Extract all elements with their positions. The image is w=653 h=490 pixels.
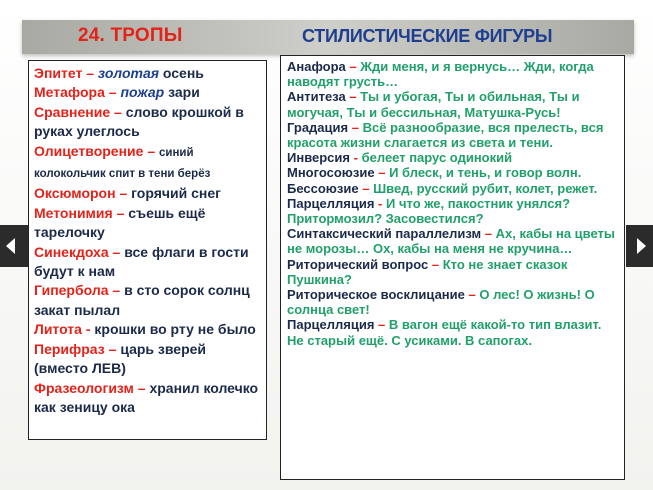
trope-example-emphasis: пожар	[120, 84, 165, 101]
figure-item	[287, 165, 618, 180]
trope-example: осень	[159, 65, 204, 81]
trope-dash: –	[119, 185, 128, 202]
figure-example: О лес! О жизнь! О солнца свет!	[287, 287, 595, 318]
figure-term: Риторическое восклицание	[287, 287, 465, 303]
figure-dash: –	[468, 287, 476, 303]
trope-example: хранил колечко как зеницу ока	[34, 379, 259, 415]
trope-item	[34, 243, 262, 282]
trope-term: Метонимия	[34, 204, 113, 221]
figure-item	[287, 287, 618, 317]
figure-dash: –	[362, 180, 370, 196]
figure-example: В вагон ещё какой-то тип влазит. Не старый ещё. С усиками. В сапогах.	[287, 317, 602, 348]
figure-term: Риторический вопрос	[287, 256, 429, 272]
trope-dash: –	[114, 103, 122, 120]
figure-item	[287, 226, 618, 256]
trope-item	[34, 281, 262, 320]
figures-panel	[280, 55, 625, 480]
prev-slide-icon[interactable]	[6, 238, 15, 254]
trope-dash: –	[108, 340, 117, 357]
figure-example: Всё разнообразие, вся прелесть, вся красота жизни слагается из света и тени.	[287, 119, 604, 151]
figure-term: Синтаксический параллелизм	[287, 226, 482, 242]
trope-example: зари	[164, 84, 200, 101]
figure-example: Ах, кабы на цветы не морозы… Ох, кабы на меня не кручина…	[287, 226, 615, 257]
trope-dash: –	[147, 142, 156, 159]
figure-term: Градация	[287, 119, 349, 135]
trope-example: синий колокольчик спит в тени берёз	[34, 146, 211, 181]
figure-item	[287, 59, 618, 89]
tropes-panel	[28, 60, 267, 440]
figure-example: И что же, пакостник унялся? Притормозил? Засовестился?	[287, 195, 571, 227]
figure-dash: -	[353, 150, 358, 166]
figure-term: Инверсия	[287, 150, 350, 166]
figure-item	[287, 196, 618, 226]
trope-example: горячий снег	[131, 185, 221, 202]
figure-dash: –	[378, 165, 386, 181]
trope-dash: –	[108, 84, 117, 101]
trope-item	[34, 184, 262, 203]
trope-item	[34, 142, 262, 185]
trope-term: Оксюморон	[34, 185, 116, 202]
trope-item	[34, 340, 262, 379]
trope-dash: -	[85, 321, 91, 338]
trope-example: съешь ещё тарелочку	[34, 204, 206, 241]
tropes-title: 24. ТРОПЫ	[78, 25, 183, 46]
figure-example: И блеск, и тень, и говор волн.	[389, 165, 582, 181]
figure-item	[287, 120, 618, 150]
trope-item	[34, 204, 262, 243]
figure-dash: –	[349, 59, 357, 74]
figure-example: Швед, русский рубит, колет, режет.	[373, 180, 598, 196]
trope-example: слово крошкой в руках улеглось	[34, 103, 244, 140]
figure-example: Ты и убогая, Ты и обильная, Ты и могучая, Ты и бессильная, Матушка-Русь!	[287, 89, 580, 120]
figures-title: СТИЛИСТИЧЕСКИЕ ФИГУРЫ	[302, 26, 553, 46]
trope-dash: –	[137, 379, 146, 396]
figure-item	[287, 317, 618, 347]
figure-term: Анафора	[287, 59, 346, 74]
trope-example: в сто сорок солнц закат пылал	[34, 282, 250, 318]
trope-example: царь зверей (вместо ЛЕВ)	[34, 340, 207, 377]
trope-term: Перифраз	[34, 340, 105, 357]
figure-dash: –	[351, 119, 359, 135]
trope-dash: –	[86, 65, 95, 81]
trope-term: Олицетворение	[34, 142, 144, 159]
trope-item	[34, 320, 262, 339]
trope-item	[34, 103, 262, 142]
figure-dash: -	[378, 195, 383, 211]
figure-term: Парцелляция	[287, 317, 375, 333]
figure-item	[287, 89, 618, 119]
trope-dash: –	[112, 243, 121, 260]
trope-term: Метафора	[34, 84, 105, 101]
figure-example: Кто не знает сказок Пушкина?	[287, 256, 568, 287]
next-slide-icon[interactable]	[637, 238, 646, 254]
trope-term: Синекдоха	[34, 243, 109, 260]
trope-example: крошки во рту не было	[94, 321, 256, 338]
figure-item	[287, 181, 618, 196]
trope-example: все флаги в гости будут к нам	[34, 243, 249, 280]
trope-item	[34, 379, 262, 418]
figure-term: Бессоюзие	[287, 180, 359, 196]
figure-dash: –	[431, 256, 440, 272]
figure-term: Антитеза	[287, 89, 346, 105]
figure-item	[287, 257, 618, 287]
figure-term: Многосоюзие	[287, 165, 375, 181]
figure-dash: –	[484, 226, 493, 242]
trope-dash: –	[116, 204, 125, 221]
figure-item	[287, 150, 618, 165]
trope-term: Литота	[34, 321, 82, 338]
figure-dash: –	[378, 317, 386, 333]
trope-example-emphasis: золотая	[97, 65, 159, 81]
figure-example: белеет парус одинокий	[361, 150, 513, 166]
trope-item	[34, 64, 262, 83]
trope-dash: –	[112, 282, 121, 299]
figure-dash: –	[349, 89, 357, 105]
trope-term: Эпитет	[34, 65, 83, 81]
trope-term: Гипербола	[34, 282, 109, 299]
figure-term: Парцелляция	[287, 195, 375, 211]
figure-example: Жди меня, и я вернусь… Жди, когда наводят грусть…	[287, 59, 594, 90]
trope-term: Фразеологизм	[34, 379, 134, 396]
trope-term: Сравнение	[34, 103, 111, 120]
trope-item	[34, 83, 262, 102]
